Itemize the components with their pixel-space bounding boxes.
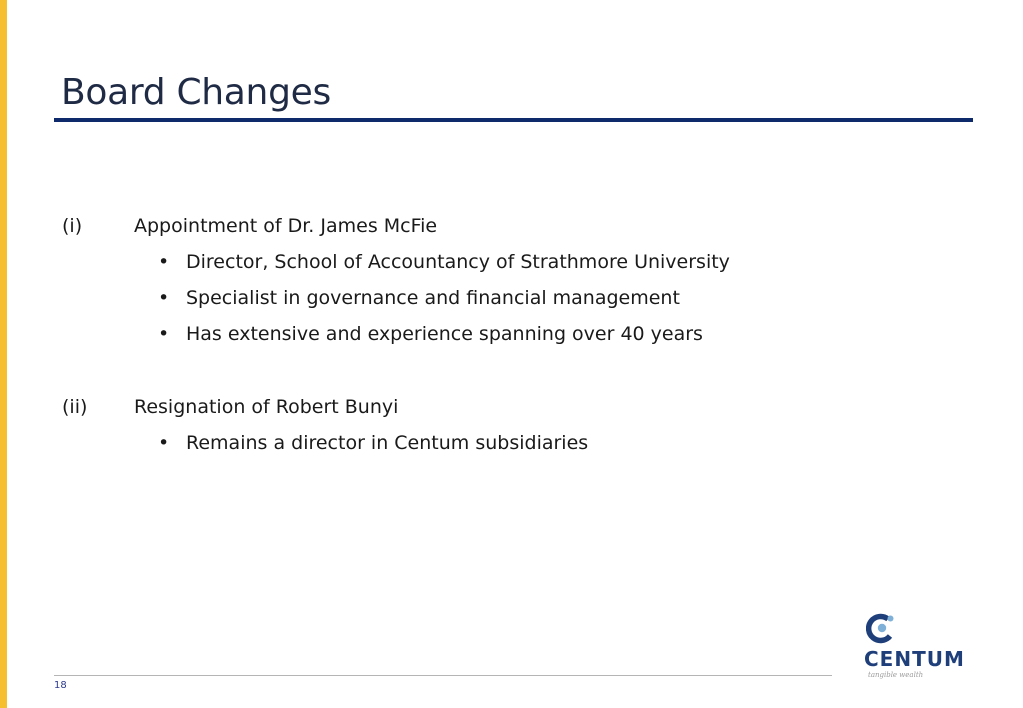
bullet-text: Specialist in governance and financial management	[186, 287, 680, 309]
slide-title: Board Changes	[61, 72, 331, 113]
bullet-text: Has extensive and experience spanning over 40 years	[186, 323, 703, 345]
bullet-icon: •	[158, 251, 170, 273]
bullet-icon: •	[158, 432, 170, 454]
bullet-text: Remains a director in Centum subsidiaries	[186, 432, 589, 454]
logo-tagline: tangible wealth	[868, 671, 924, 679]
bullet-icon: •	[158, 323, 170, 345]
bullet-text: Director, School of Accountancy of Strathmore University	[186, 251, 730, 273]
item-heading: Appointment of Dr. James McFie	[134, 215, 438, 237]
item-heading: Resignation of Robert Bunyi	[134, 396, 399, 418]
centum-logo	[862, 612, 980, 682]
bullet-icon: •	[158, 287, 170, 309]
footer-rule	[54, 675, 832, 676]
logo-wordmark: CENTUM	[864, 647, 965, 671]
centum-c-icon	[866, 612, 896, 644]
item-number: (ii)	[62, 396, 88, 418]
page-number: 18	[54, 680, 67, 691]
item-number: (i)	[62, 215, 83, 237]
